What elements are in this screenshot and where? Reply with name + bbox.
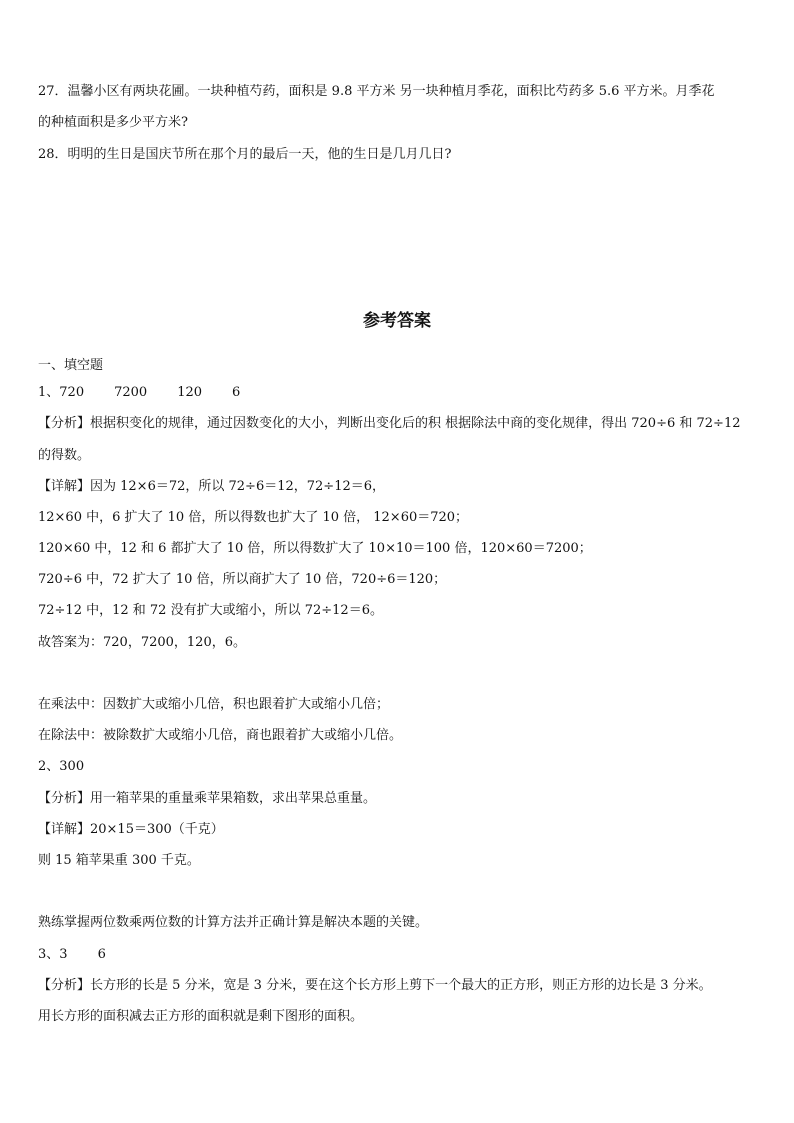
question-27-line-1: 27．温馨小区有两块花圃。一块种植芍药，面积是 9.8 平方米 另一块种植月季花，面积比芍药多 5.6 平方米。月季花 xyxy=(38,84,715,99)
answer-number: 2、 xyxy=(38,759,60,774)
section-heading: 一、填空题 xyxy=(38,358,104,373)
answer-value: 7200 xyxy=(114,385,148,400)
note-text: 在除法中：被除数扩大或缩小几倍，商也跟着扩大或缩小几倍。 xyxy=(38,728,403,743)
answer-value: 720 xyxy=(59,385,85,400)
answer-value: 6 xyxy=(232,385,241,400)
detail-text: 故答案为：720，7200，120，6。 xyxy=(38,635,246,650)
question-28: 28．明明的生日是国庆节所在那个月的最后一天，他的生日是几月几日? xyxy=(38,147,452,162)
analysis-text: 【分析】长方形的长是 5 分米，宽是 3 分米，要在这个长方形上剪下一个最大的正方形，则正方形的边长是 3 分米。 xyxy=(38,978,712,993)
answer-number: 3、 xyxy=(38,947,60,962)
detail-text: 则 15 箱苹果重 300 千克。 xyxy=(38,853,200,868)
detail-text: 72÷12 中，12 和 72 没有扩大或缩小，所以 72÷12＝6。 xyxy=(38,603,383,618)
analysis-text: 【分析】用一箱苹果的重量乘苹果箱数，求出苹果总重量。 xyxy=(38,791,377,806)
detail-text: 12×60 中，6 扩大了 10 倍，所以得数也扩大了 10 倍， 12×60＝720； xyxy=(38,510,469,525)
answer-2-values xyxy=(38,758,84,776)
detail-text: 120×60 中，12 和 6 都扩大了 10 倍，所以得数扩大了 10×10＝100 倍，120×60＝7200； xyxy=(38,541,592,556)
answer-value: 300 xyxy=(59,759,85,774)
answer-value: 6 xyxy=(97,947,106,962)
answer-1-values xyxy=(38,384,240,402)
answer-number: 1、 xyxy=(38,385,60,400)
answers-title: 参考答案 xyxy=(363,311,431,331)
note-text: 熟练掌握两位数乘两位数的计算方法并正确计算是解决本题的关键。 xyxy=(38,915,429,930)
note-text: 在乘法中：因数扩大或缩小几倍，积也跟着扩大或缩小几倍； xyxy=(38,697,390,712)
detail-text: 720÷6 中，72 扩大了 10 倍，所以商扩大了 10 倍，720÷6＝120； xyxy=(38,572,447,587)
analysis-text: 用长方形的面积减去正方形的面积就是剩下图形的面积。 xyxy=(38,1009,364,1024)
analysis-text: 【分析】根据积变化的规律，通过因数变化的大小，判断出变化后的积 根据除法中商的变化规律，得出 720÷6 和 72÷12 xyxy=(38,416,741,431)
answer-value: 120 xyxy=(177,385,203,400)
detail-text: 【详解】因为 12×6＝72，所以 72÷6＝12，72÷12＝6， xyxy=(38,479,386,494)
detail-text: 【详解】20×15＝300（千克） xyxy=(38,822,224,837)
answer-value: 3 xyxy=(59,947,68,962)
answer-3-values xyxy=(38,946,106,964)
analysis-text: 的得数。 xyxy=(38,448,91,463)
question-27-line-2: 的种植面积是多少平方米? xyxy=(38,115,188,130)
